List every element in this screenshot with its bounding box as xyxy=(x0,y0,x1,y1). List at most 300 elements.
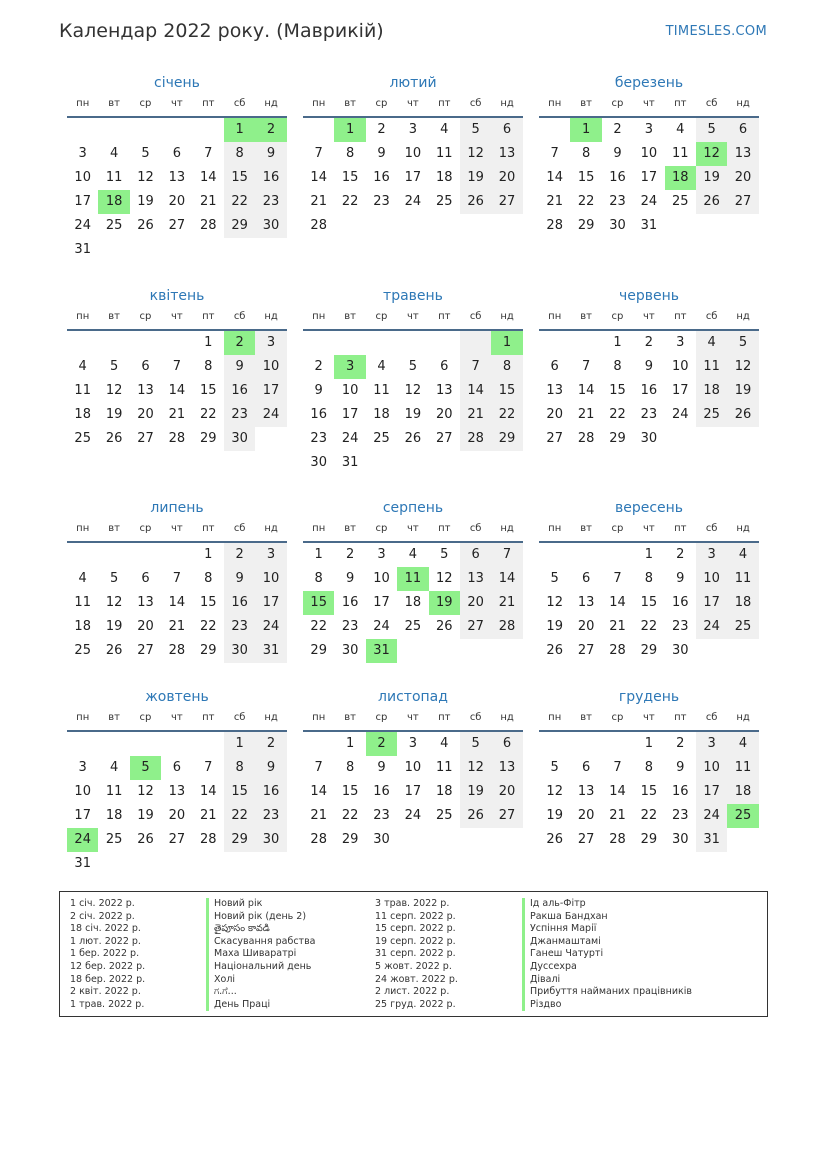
day-cell: 7 xyxy=(491,543,522,567)
weekday-label: ср xyxy=(139,311,152,322)
empty-cell xyxy=(224,238,255,262)
empty-cell xyxy=(429,214,460,238)
day-cell: 9 xyxy=(224,355,255,379)
day-cell: 23 xyxy=(255,190,286,214)
day-cell: 6 xyxy=(172,760,181,775)
legend-dates-right xyxy=(375,898,458,1011)
day-cell: 26 xyxy=(105,643,123,658)
weekday-label: пн xyxy=(76,712,90,723)
day-cell: 19 xyxy=(546,808,563,823)
day-cell: 17 xyxy=(255,379,286,403)
month-days xyxy=(303,543,523,663)
day-cell: 17 xyxy=(640,170,658,185)
weekday-label: ср xyxy=(139,523,152,534)
empty-cell xyxy=(255,427,286,451)
day-cell: 23 xyxy=(671,619,689,634)
day-cell: 10 xyxy=(74,170,91,185)
day-cell: 18 xyxy=(373,407,390,422)
day-cell: 5 xyxy=(550,760,559,775)
day-cell: 8 xyxy=(345,146,355,161)
holiday-name: День Праці xyxy=(206,999,316,1012)
weekday-label: сб xyxy=(469,311,482,322)
day-cell: 12 xyxy=(404,383,422,398)
weekday-label: чт xyxy=(171,311,183,322)
holiday-name: ಗ.ಗೆ... xyxy=(206,986,316,999)
day-cell: 27 xyxy=(137,643,154,658)
day-cell: 24 xyxy=(696,615,727,639)
day-cell: 25 xyxy=(373,431,390,446)
day-cell: 23 xyxy=(671,808,689,823)
day-cell: 29 xyxy=(199,643,217,658)
month-8 xyxy=(303,497,523,663)
month-1 xyxy=(67,72,287,262)
day-cell: 22 xyxy=(341,194,359,209)
weekday-label: пт xyxy=(202,311,215,322)
empty-cell xyxy=(130,118,161,142)
day-cell: 27 xyxy=(168,218,186,233)
holiday-date: 1 бер. 2022 р. xyxy=(70,948,140,960)
day-cell: 8 xyxy=(581,146,591,161)
empty-cell xyxy=(98,331,129,355)
day-cell: 16 xyxy=(224,379,255,403)
day-cell: 31 xyxy=(74,856,91,871)
day-cell: 3 xyxy=(78,146,87,161)
day-cell: 17 xyxy=(404,784,422,799)
day-cell: 19 xyxy=(137,808,154,823)
holiday-name: Скасування рабства xyxy=(206,936,316,949)
weekday-label: нд xyxy=(264,523,278,534)
month-days xyxy=(303,331,523,475)
day-cell: 7 xyxy=(613,760,622,775)
day-cell: 9 xyxy=(255,756,286,780)
holiday-day: 1 xyxy=(491,331,522,355)
month-days xyxy=(303,118,523,238)
day-cell: 15 xyxy=(199,383,217,398)
empty-cell xyxy=(334,331,365,355)
day-cell: 30 xyxy=(341,643,359,658)
holiday-name: Маха Шиваратрі xyxy=(206,948,316,961)
day-cell: 19 xyxy=(546,619,563,634)
weekday-label: пн xyxy=(312,98,326,109)
day-cell: 16 xyxy=(671,784,689,799)
day-cell: 26 xyxy=(546,832,563,847)
day-cell: 18 xyxy=(727,591,758,615)
day-cell: 18 xyxy=(727,780,758,804)
day-cell: 31 xyxy=(74,242,91,257)
day-cell: 28 xyxy=(609,832,626,847)
holiday-day: 18 xyxy=(98,190,129,214)
empty-cell xyxy=(130,543,161,567)
month-4 xyxy=(67,285,287,451)
month-12 xyxy=(539,686,759,852)
day-cell: 22 xyxy=(224,804,255,828)
day-cell: 16 xyxy=(609,170,626,185)
weekday-label: пт xyxy=(438,98,451,109)
day-cell: 25 xyxy=(435,194,453,209)
day-cell: 26 xyxy=(435,619,453,634)
holiday-date: 1 трав. 2022 р. xyxy=(70,998,145,1010)
day-cell: 26 xyxy=(460,190,491,214)
day-cell: 11 xyxy=(671,146,689,161)
empty-cell xyxy=(397,639,428,663)
weekday-label: пн xyxy=(548,98,562,109)
day-cell: 10 xyxy=(404,760,422,775)
day-cell: 14 xyxy=(546,170,563,185)
day-cell: 30 xyxy=(255,828,286,852)
day-cell: 29 xyxy=(640,832,658,847)
weekday-label: нд xyxy=(500,98,514,109)
holiday-name: Ганеш Чатурті xyxy=(522,948,692,961)
empty-cell xyxy=(460,331,491,355)
day-cell: 1 xyxy=(224,732,255,756)
empty-cell xyxy=(98,543,129,567)
holiday-day: 11 xyxy=(397,567,428,591)
weekday-label: чт xyxy=(171,523,183,534)
day-cell: 13 xyxy=(577,784,595,799)
empty-cell xyxy=(665,214,696,238)
day-cell: 5 xyxy=(408,359,417,374)
weekday-label: вт xyxy=(108,98,120,109)
empty-cell xyxy=(366,331,397,355)
weekday-label: пн xyxy=(312,712,326,723)
day-cell: 23 xyxy=(373,194,390,209)
day-cell: 12 xyxy=(105,383,123,398)
empty-cell xyxy=(491,451,522,475)
month-9 xyxy=(539,497,759,663)
empty-cell xyxy=(397,214,428,238)
day-cell: 19 xyxy=(105,407,123,422)
day-cell: 1 xyxy=(644,736,653,751)
month-name: січень xyxy=(154,75,200,91)
holiday-name: Новий рік (день 2) xyxy=(206,911,316,924)
empty-cell xyxy=(98,238,129,262)
empty-cell xyxy=(67,118,98,142)
day-cell: 3 xyxy=(255,543,286,567)
month-days xyxy=(539,543,759,663)
day-cell: 13 xyxy=(168,170,186,185)
day-cell: 27 xyxy=(460,615,491,639)
weekday-label: пт xyxy=(674,311,687,322)
holiday-name: Ід аль-Фітр xyxy=(522,898,692,911)
day-cell: 7 xyxy=(172,359,181,374)
empty-cell xyxy=(303,118,334,142)
empty-cell xyxy=(727,214,758,238)
empty-cell xyxy=(539,543,570,567)
empty-cell xyxy=(429,828,460,852)
empty-cell xyxy=(98,118,129,142)
day-cell: 12 xyxy=(546,595,563,610)
day-cell: 4 xyxy=(440,122,449,137)
day-cell: 17 xyxy=(74,808,91,823)
empty-cell xyxy=(255,238,286,262)
day-cell: 7 xyxy=(460,355,491,379)
empty-cell xyxy=(491,828,522,852)
day-cell: 29 xyxy=(199,431,217,446)
weekday-label: чт xyxy=(171,98,183,109)
day-cell: 18 xyxy=(74,619,91,634)
day-cell: 10 xyxy=(640,146,658,161)
day-cell: 4 xyxy=(109,146,119,161)
weekday-header xyxy=(539,519,759,543)
day-cell: 15 xyxy=(224,166,255,190)
weekday-label: сб xyxy=(705,311,718,322)
holiday-date: 3 трав. 2022 р. xyxy=(375,898,450,909)
day-cell: 14 xyxy=(199,784,217,799)
empty-cell xyxy=(460,214,491,238)
day-cell: 23 xyxy=(609,194,626,209)
day-cell: 29 xyxy=(577,218,595,233)
weekday-header xyxy=(303,94,523,118)
day-cell: 12 xyxy=(137,170,154,185)
day-cell: 5 xyxy=(141,146,150,161)
weekday-label: нд xyxy=(736,98,750,109)
day-cell: 24 xyxy=(671,407,689,422)
day-cell: 2 xyxy=(377,122,386,137)
day-cell: 20 xyxy=(137,407,154,422)
day-cell: 8 xyxy=(224,142,255,166)
weekday-label: вт xyxy=(580,311,592,322)
empty-cell xyxy=(161,852,192,876)
weekday-label: пн xyxy=(312,523,326,534)
day-cell: 23 xyxy=(373,808,390,823)
day-cell: 20 xyxy=(137,619,154,634)
day-cell: 30 xyxy=(671,832,689,847)
weekday-label: нд xyxy=(500,523,514,534)
holiday-name: Різдво xyxy=(522,999,692,1012)
day-cell: 16 xyxy=(640,383,658,398)
day-cell: 9 xyxy=(377,760,386,775)
day-cell: 22 xyxy=(640,808,658,823)
day-cell: 26 xyxy=(404,431,422,446)
day-cell: 13 xyxy=(435,383,453,398)
day-cell: 8 xyxy=(345,760,355,775)
day-cell: 16 xyxy=(341,595,359,610)
day-cell: 3 xyxy=(255,331,286,355)
weekday-label: сб xyxy=(705,98,718,109)
day-cell: 12 xyxy=(137,784,154,799)
day-cell: 23 xyxy=(224,403,255,427)
day-cell: 19 xyxy=(105,619,123,634)
empty-cell xyxy=(460,451,491,475)
weekday-header xyxy=(303,708,523,732)
day-cell: 7 xyxy=(314,146,323,161)
day-cell: 13 xyxy=(546,383,563,398)
holiday-name: Холі xyxy=(206,974,316,987)
weekday-label: чт xyxy=(643,712,655,723)
day-cell: 27 xyxy=(577,643,595,658)
day-cell: 15 xyxy=(224,780,255,804)
day-cell: 5 xyxy=(727,331,758,355)
month-days xyxy=(539,118,759,238)
day-cell: 15 xyxy=(341,170,359,185)
day-cell: 7 xyxy=(314,760,323,775)
weekday-label: нд xyxy=(264,712,278,723)
day-cell: 27 xyxy=(577,832,595,847)
day-cell: 22 xyxy=(341,808,359,823)
weekday-header xyxy=(67,94,287,118)
day-cell: 4 xyxy=(109,760,119,775)
day-cell: 10 xyxy=(74,784,91,799)
day-cell: 23 xyxy=(341,619,359,634)
day-cell: 19 xyxy=(460,780,491,804)
day-cell: 28 xyxy=(168,431,186,446)
empty-cell xyxy=(491,639,522,663)
day-cell: 26 xyxy=(696,190,727,214)
holiday-day: 15 xyxy=(303,591,334,615)
holiday-name: Новий рік xyxy=(206,898,316,911)
day-cell: 16 xyxy=(373,784,390,799)
empty-cell xyxy=(161,732,192,756)
day-cell: 17 xyxy=(341,407,359,422)
day-cell: 27 xyxy=(137,431,154,446)
day-cell: 17 xyxy=(74,194,91,209)
day-cell: 20 xyxy=(168,194,186,209)
day-cell: 18 xyxy=(435,784,453,799)
day-cell: 17 xyxy=(696,591,727,615)
day-cell: 27 xyxy=(727,190,758,214)
month-days xyxy=(67,543,287,663)
holiday-day: 1 xyxy=(224,118,255,142)
day-cell: 2 xyxy=(676,547,685,562)
day-cell: 4 xyxy=(727,732,758,756)
month-days xyxy=(67,732,287,876)
holiday-day: 1 xyxy=(334,118,365,142)
day-cell: 6 xyxy=(581,760,591,775)
day-cell: 19 xyxy=(137,194,154,209)
day-cell: 7 xyxy=(613,571,622,586)
empty-cell xyxy=(570,331,601,355)
day-cell: 6 xyxy=(491,118,522,142)
day-cell: 8 xyxy=(491,355,522,379)
weekday-label: пн xyxy=(548,523,562,534)
weekday-label: вт xyxy=(580,98,592,109)
holiday-date: 25 груд. 2022 р. xyxy=(375,998,456,1010)
day-cell: 3 xyxy=(377,547,386,562)
day-cell: 30 xyxy=(224,639,255,663)
day-cell: 8 xyxy=(644,571,653,586)
weekday-label: чт xyxy=(643,98,655,109)
day-cell: 3 xyxy=(696,732,727,756)
day-cell: 30 xyxy=(373,832,390,847)
weekday-header xyxy=(539,708,759,732)
holiday-date: 24 жовт. 2022 р. xyxy=(375,973,458,985)
site-logo-link[interactable]: TIMESLES.COM xyxy=(665,24,767,39)
weekday-label: пн xyxy=(548,712,562,723)
empty-cell xyxy=(193,732,224,756)
day-cell: 21 xyxy=(609,808,626,823)
empty-cell xyxy=(429,639,460,663)
empty-cell xyxy=(67,732,98,756)
day-cell: 13 xyxy=(137,383,154,398)
day-cell: 22 xyxy=(577,194,595,209)
day-cell: 6 xyxy=(440,359,449,374)
day-cell: 1 xyxy=(314,547,323,562)
day-cell: 14 xyxy=(577,383,595,398)
day-cell: 14 xyxy=(491,567,522,591)
day-cell: 24 xyxy=(404,808,422,823)
day-cell: 11 xyxy=(696,355,727,379)
day-cell: 25 xyxy=(105,218,123,233)
empty-cell xyxy=(303,732,334,756)
empty-cell xyxy=(397,451,428,475)
weekday-label: сб xyxy=(705,523,718,534)
day-cell: 3 xyxy=(696,543,727,567)
day-cell: 11 xyxy=(435,760,453,775)
day-cell: 20 xyxy=(491,166,522,190)
day-cell: 19 xyxy=(404,407,422,422)
day-cell: 15 xyxy=(199,595,217,610)
day-cell: 11 xyxy=(727,756,758,780)
month-name: лютий xyxy=(389,75,437,91)
day-cell: 9 xyxy=(644,359,653,374)
day-cell: 13 xyxy=(577,595,595,610)
month-days xyxy=(67,331,287,451)
weekday-label: вт xyxy=(580,712,592,723)
day-cell: 12 xyxy=(460,142,491,166)
day-cell: 21 xyxy=(577,407,595,422)
day-cell: 5 xyxy=(696,118,727,142)
day-cell: 13 xyxy=(460,567,491,591)
day-cell: 1 xyxy=(644,547,653,562)
holiday-date: 2 квіт. 2022 р. xyxy=(70,986,141,998)
legend-dates-left xyxy=(70,898,145,1011)
empty-cell xyxy=(397,331,428,355)
day-cell: 19 xyxy=(727,379,758,403)
weekday-label: пт xyxy=(438,712,451,723)
day-cell: 26 xyxy=(546,643,563,658)
legend-names-left xyxy=(206,898,316,1011)
day-cell: 17 xyxy=(255,591,286,615)
day-cell: 29 xyxy=(224,214,255,238)
day-cell: 10 xyxy=(373,571,390,586)
empty-cell xyxy=(665,427,696,451)
holiday-date: 11 серп. 2022 р. xyxy=(375,910,456,922)
weekday-label: пт xyxy=(202,712,215,723)
day-cell: 15 xyxy=(577,170,595,185)
day-cell: 27 xyxy=(546,431,563,446)
day-cell: 9 xyxy=(255,142,286,166)
empty-cell xyxy=(334,214,365,238)
day-cell: 12 xyxy=(727,355,758,379)
empty-cell xyxy=(161,331,192,355)
holiday-name: తైపూసం కావడి xyxy=(206,923,316,936)
day-cell: 14 xyxy=(609,784,626,799)
day-cell: 11 xyxy=(74,383,91,398)
day-cell: 16 xyxy=(310,407,327,422)
day-cell: 31 xyxy=(255,639,286,663)
month-name: березень xyxy=(614,75,684,91)
day-cell: 22 xyxy=(199,619,217,634)
day-cell: 6 xyxy=(491,732,522,756)
empty-cell xyxy=(602,732,633,756)
weekday-label: нд xyxy=(736,311,750,322)
day-cell: 9 xyxy=(676,571,685,586)
day-cell: 17 xyxy=(696,780,727,804)
empty-cell xyxy=(539,732,570,756)
day-cell: 21 xyxy=(310,808,327,823)
day-cell: 16 xyxy=(671,595,689,610)
day-cell: 27 xyxy=(491,804,522,828)
page-title: Календар 2022 року. (Маврикій) xyxy=(59,20,384,42)
day-cell: 29 xyxy=(640,643,658,658)
weekday-label: пн xyxy=(76,98,90,109)
day-cell: 25 xyxy=(105,832,123,847)
day-cell: 6 xyxy=(141,571,150,586)
month-6 xyxy=(539,285,759,451)
day-cell: 10 xyxy=(341,383,359,398)
day-cell: 10 xyxy=(255,355,286,379)
day-cell: 28 xyxy=(168,643,186,658)
